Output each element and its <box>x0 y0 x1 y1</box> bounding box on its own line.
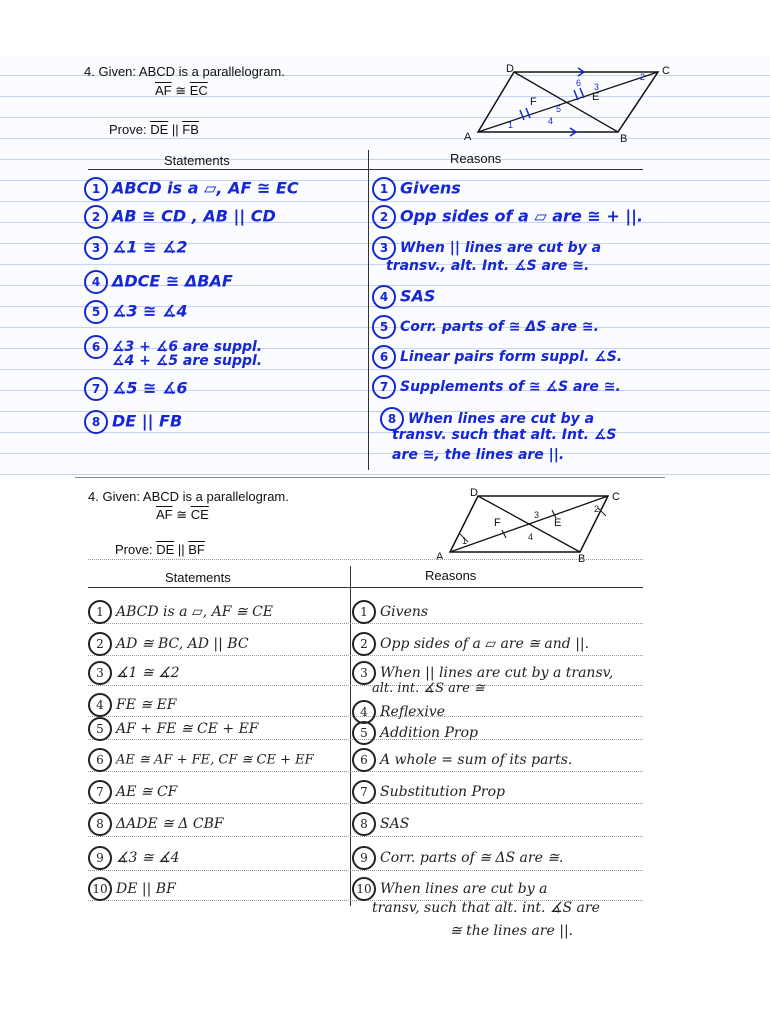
angle-label-2: 2 <box>594 504 600 514</box>
reasons-header: Reasons <box>450 151 502 166</box>
prove-statement: Prove: $\overline{DE}$ || $\overline{BF}$ <box>115 542 205 557</box>
parallelogram-diagram <box>430 486 640 566</box>
reason-row: 3 When || lines are cut by a <box>372 236 601 260</box>
statement-row: 7 ∡5 ≅ ∡6 <box>84 377 188 401</box>
statement-row: 3 ∡1 ≅ ∡2 <box>88 661 180 685</box>
reason-row: 1 Givens <box>372 177 461 201</box>
statement-row: 1 ABCD is a ▱, AF ≅ EC <box>84 177 299 201</box>
point-label-e: E <box>592 91 600 103</box>
reason-row: 4 SAS <box>372 285 435 309</box>
given-congruence: $\overline{AF}$ ≅ $\overline{CE}$ <box>156 507 209 522</box>
reason-row-continued: alt. int. ∡S are ≅ <box>372 681 485 696</box>
reason-row-continued: transv, such that alt. int. ∡S are <box>372 900 600 916</box>
angle-label-3: 3 <box>594 82 600 92</box>
statements-header: Statements <box>165 570 231 585</box>
reason-row: 2 Opp sides of a ▱ are ≅ + ||. <box>372 205 643 229</box>
vertex-label-c: C <box>662 65 670 77</box>
angle-label-5: 5 <box>556 104 562 114</box>
statement-row-continued: ∡4 + ∡5 are suppl. <box>112 353 263 369</box>
statement-row: 10 DE || BF <box>88 877 176 901</box>
vertex-label-b: B <box>620 133 628 145</box>
table-header-rule <box>88 169 643 170</box>
vertex-label-b: B <box>578 553 586 565</box>
vertex-label-a: A <box>436 551 444 563</box>
statement-row: 9 ∡3 ≅ ∡4 <box>88 846 180 870</box>
column-divider <box>368 150 369 470</box>
reason-row: 8 When lines are cut by a <box>380 407 594 431</box>
reason-row: 1 Givens <box>352 600 428 624</box>
point-label-f: F <box>494 517 501 529</box>
table-header-rule <box>88 587 643 588</box>
statement-row: 5 ∡3 ≅ ∡4 <box>84 300 188 324</box>
statement-row: 3 ∡1 ≅ ∡2 <box>84 236 188 260</box>
angle-label-4: 4 <box>548 116 554 126</box>
statement-row: 5 AF + FE ≅ CE + EF <box>88 717 259 741</box>
given-congruence: $\overline{AF}$ ≅ $\overline{EC}$ <box>155 83 208 98</box>
angle-label-1: 1 <box>508 120 514 130</box>
statement-row: 6 ∡3 + ∡6 are suppl. <box>84 335 262 359</box>
statement-row: 8 DE || FB <box>84 410 182 434</box>
reason-row: 8 SAS <box>352 812 409 836</box>
vertex-label-c: C <box>612 491 620 503</box>
column-divider <box>350 566 351 906</box>
angle-label-6: 6 <box>576 78 582 88</box>
statement-row: 4 FE ≅ EF <box>88 693 177 717</box>
statement-row: 4 ΔDCE ≅ ΔBAF <box>84 270 233 294</box>
reason-row: 7 Substitution Prop <box>352 780 505 804</box>
reason-row: 3 When || lines are cut by a transv, <box>352 661 613 685</box>
reason-row-continued: are ≅, the lines are ||. <box>392 447 565 463</box>
vertex-label-a: A <box>464 131 472 143</box>
reason-row: 4 Reflexive <box>352 700 445 724</box>
angle-label-2: 2 <box>640 72 646 82</box>
given-title: 4. Given: ABCD is a parallelogram. <box>88 489 289 504</box>
angle-label-3: 3 <box>534 510 540 520</box>
reason-row-continued: transv., alt. Int. ∡S are ≅. <box>386 258 590 274</box>
reason-row-continued: transv. such that alt. Int. ∡S <box>392 427 617 443</box>
reason-row: 5 Corr. parts of ≅ ΔS are ≅. <box>372 315 599 339</box>
reasons-header: Reasons <box>425 568 477 583</box>
reason-row: 10 When lines are cut by a <box>352 877 547 901</box>
statement-row: 8 ΔADE ≅ Δ CBF <box>88 812 224 836</box>
worksheet-problem-1 <box>0 55 770 475</box>
given-title: 4. Given: ABCD is a parallelogram. <box>84 64 285 79</box>
reason-row: 6 Linear pairs form suppl. ∡S. <box>372 345 622 369</box>
worksheet-problem-2 <box>0 478 770 958</box>
point-label-e: E <box>554 517 562 529</box>
statement-row: 1 ABCD is a ▱, AF ≅ CE <box>88 600 273 624</box>
reason-row: 2 Opp sides of a ▱ are ≅ and ||. <box>352 632 589 656</box>
reason-row-continued: ≅ the lines are ||. <box>450 923 574 939</box>
reason-row: 5 Addition Prop <box>352 721 478 745</box>
reason-row: 6 A whole = sum of its parts. <box>352 748 572 772</box>
statement-row: 2 AB ≅ CD , AB || CD <box>84 205 276 229</box>
prove-statement: Prove: $\overline{DE}$ || $\overline{FB}$ <box>109 122 199 137</box>
vertex-label-d: D <box>506 63 514 75</box>
reason-row: 9 Corr. parts of ≅ ΔS are ≅. <box>352 846 564 870</box>
statement-row: 2 AD ≅ BC, AD || BC <box>88 632 249 656</box>
point-label-f: F <box>530 96 537 108</box>
statement-row: 6 AE ≅ AF + FE, CF ≅ CE + EF <box>88 748 314 772</box>
statements-header: Statements <box>164 153 230 168</box>
statement-row: 7 AE ≅ CF <box>88 780 177 804</box>
angle-label-4: 4 <box>528 532 534 542</box>
angle-label-1: 1 <box>462 536 468 546</box>
reason-row: 7 Supplements of ≅ ∡S are ≅. <box>372 375 621 399</box>
vertex-label-d: D <box>470 487 478 499</box>
parallelogram-diagram <box>460 60 680 145</box>
